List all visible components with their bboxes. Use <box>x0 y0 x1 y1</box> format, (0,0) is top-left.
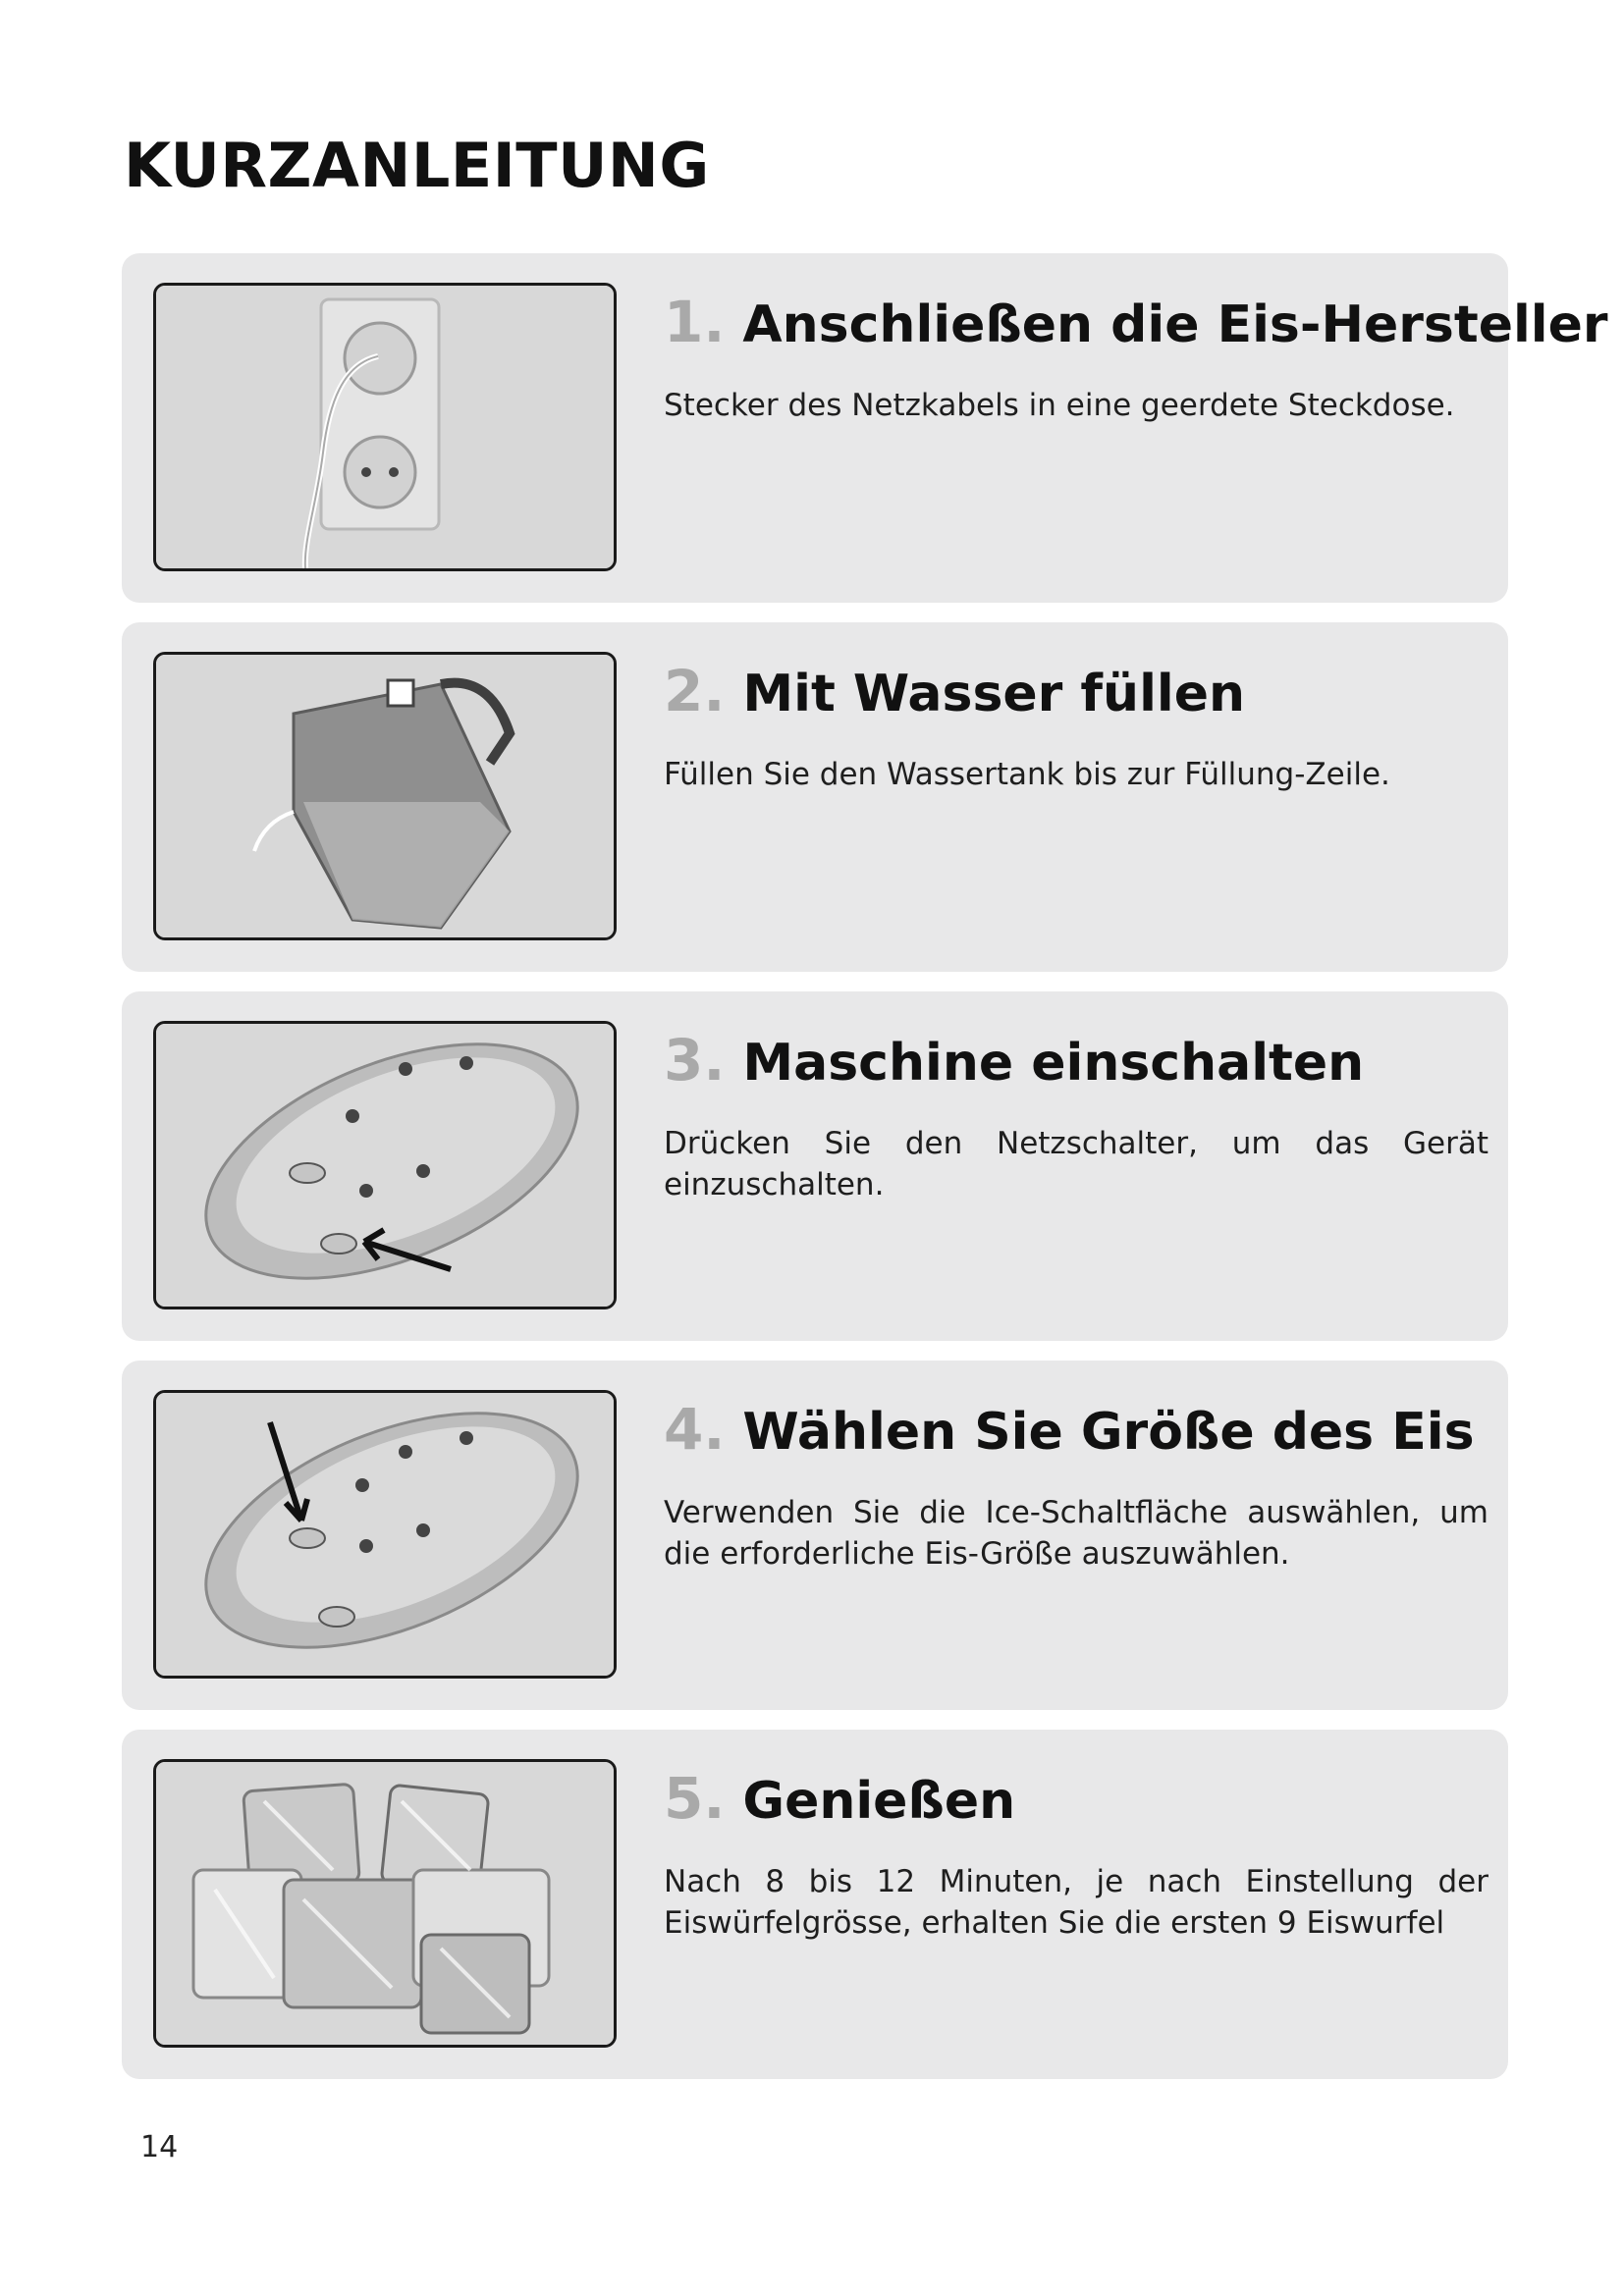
page-number: 14 <box>140 2130 179 2164</box>
step-title: Maschine einschalten <box>742 1034 1365 1093</box>
step-number: 2. <box>664 658 726 724</box>
page-title: KURZANLEITUNG <box>124 130 710 201</box>
water-jug-icon <box>153 652 617 940</box>
steps-list <box>122 253 1608 2099</box>
step-number: 3. <box>664 1027 726 1094</box>
step-card <box>122 253 1608 603</box>
step-number: 4. <box>664 1396 726 1463</box>
step-number: 1. <box>664 289 726 355</box>
step-card <box>122 622 1508 972</box>
step-title: Anschließen die Eis-Hersteller <box>742 295 1608 354</box>
step-card <box>122 1361 1508 1710</box>
step-description: Nach 8 bis 12 Minuten, je nach Einstellung der Eiswürfelgrösse, erhalten Sie die ersten 9 Eiswurfel <box>664 1863 1489 1941</box>
step-description: Füllen Sie den Wassertank bis zur Füllung-Zeile. <box>664 756 1390 792</box>
step-heading <box>664 658 1489 726</box>
step-heading <box>664 1765 1489 1834</box>
step-title: Genießen <box>742 1772 1016 1831</box>
power-outlet-icon <box>153 283 617 571</box>
control-panel-select-icon <box>153 1390 617 1679</box>
step-title: Wählen Sie Größe des Eis <box>742 1403 1475 1462</box>
step-description: Verwenden Sie die Ice-Schaltfläche auswählen, um die erforderliche Eis-Größe auszuwählen. <box>664 1494 1489 1572</box>
step-card <box>122 1730 1508 2079</box>
ice-cubes-icon <box>153 1759 617 2048</box>
step-title: Mit Wasser füllen <box>742 665 1246 723</box>
step-heading <box>664 1396 1489 1465</box>
control-panel-power-icon <box>153 1021 617 1309</box>
step-card <box>122 991 1508 1341</box>
step-heading <box>664 1027 1489 1095</box>
step-heading <box>664 289 1608 357</box>
step-number: 5. <box>664 1765 726 1832</box>
step-description: Drücken Sie den Netzschalter, um das Gerät einzuschalten. <box>664 1125 1489 1202</box>
step-description: Stecker des Netzkabels in eine geerdete Steckdose. <box>664 387 1455 423</box>
